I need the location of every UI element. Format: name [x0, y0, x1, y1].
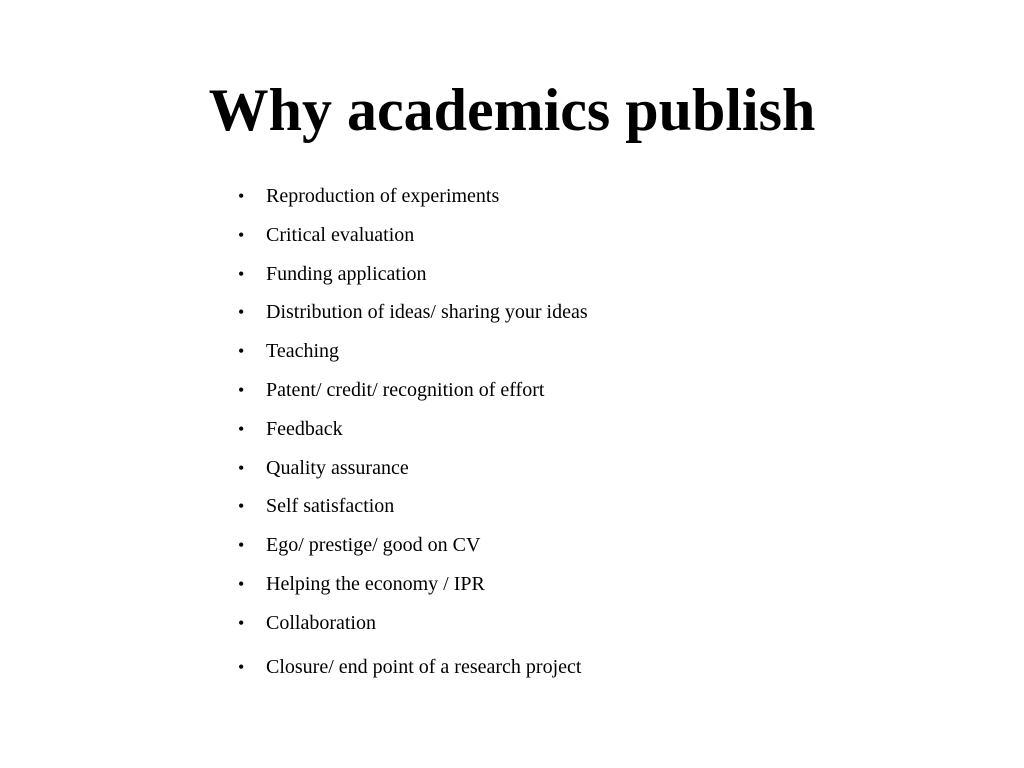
bullet-icon: • — [238, 379, 245, 400]
bullet-icon: • — [238, 656, 245, 677]
list-item — [238, 374, 958, 413]
list-item-text: Teaching — [266, 340, 340, 363]
bullet-icon: • — [238, 535, 245, 556]
list-item — [238, 258, 958, 297]
bullet-list — [238, 180, 958, 689]
list-item — [238, 607, 958, 646]
list-item — [238, 413, 958, 452]
list-item-text: Critical evaluation — [266, 223, 415, 246]
bullet-icon: • — [238, 263, 245, 284]
bullet-icon: • — [238, 612, 245, 633]
list-item-text: Quality assurance — [266, 456, 409, 479]
bullet-icon: • — [238, 457, 245, 478]
bullet-icon: • — [238, 186, 245, 206]
bullet-icon: • — [238, 418, 245, 439]
list-item — [238, 651, 958, 690]
list-item — [238, 529, 958, 568]
list-item — [238, 335, 958, 374]
bullet-icon: • — [238, 496, 245, 517]
list-item-text: Collaboration — [266, 611, 376, 634]
list-item — [238, 490, 958, 529]
bullet-icon: • — [238, 341, 245, 362]
bullet-icon: • — [238, 302, 245, 323]
list-item — [238, 296, 958, 335]
list-item-text: Patent/ credit/ recognition of effort — [266, 378, 545, 401]
list-item-text: Reproduction of experiments — [266, 185, 500, 207]
list-item-text: Closure/ end point of a research project — [266, 655, 582, 678]
list-item — [238, 219, 958, 258]
list-item — [238, 452, 958, 491]
bullet-icon: • — [238, 224, 245, 245]
slide-title: Why academics publish — [208, 77, 816, 143]
bullet-icon: • — [238, 573, 245, 594]
list-item-text: Helping the economy / IPR — [266, 572, 485, 595]
list-item-text: Funding application — [266, 262, 427, 285]
list-item-text: Self satisfaction — [266, 495, 395, 518]
list-item — [238, 180, 958, 219]
list-item-text: Ego/ prestige/ good on CV — [266, 534, 481, 557]
list-item-text: Distribution of ideas/ sharing your ideas — [266, 301, 588, 324]
list-item — [238, 568, 958, 607]
list-item-text: Feedback — [266, 417, 343, 440]
